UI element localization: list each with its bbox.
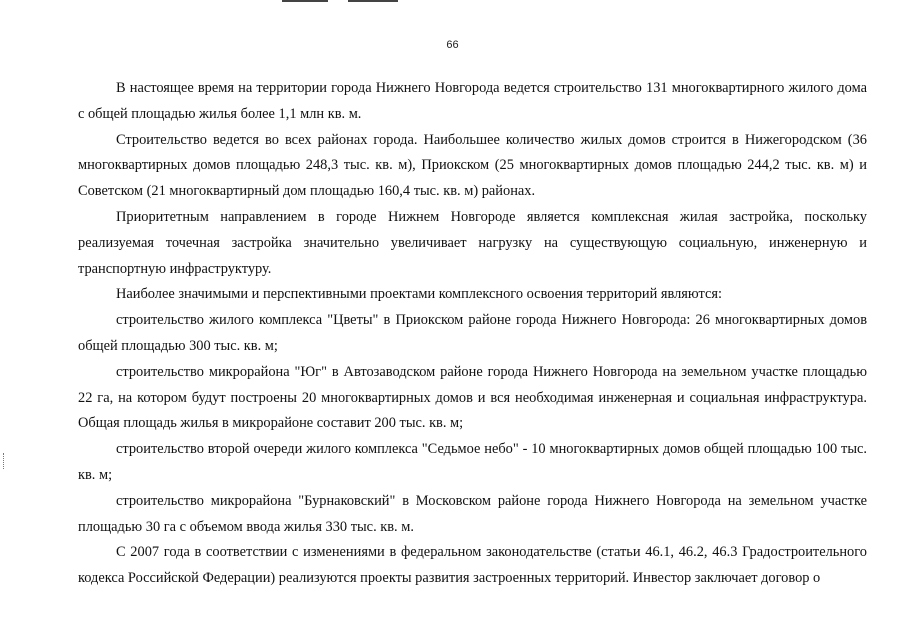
paragraph: В настоящее время на территории города Нижнего Новгорода ведется строительство 131 многоквартирного жилого дома с общей площадью жилья более 1,1 млн кв. м. [78, 80, 867, 122]
list-item: строительство микрорайона "Юг" в Автозаводском районе города Нижнего Новгорода на земельном участке площадью 22 га, на котором будут построены 20 многоквартирных домов и вся необходимая инженерная и социальная инфраструктура. Общая площадь жилья в микрорайоне составит 200 тыс. кв. м; [78, 363, 867, 432]
binding-margin-mark [3, 453, 5, 469]
scan-edge-mark [282, 0, 328, 2]
list-item: строительство второй очереди жилого комплекса "Седьмое небо" - 10 многоквартирных домов общей площадью 100 тыс. кв. м; [78, 441, 867, 483]
paragraph: С 2007 года в соответствии с изменениями в федеральном законодательстве (статьи 46.1, 46.2, 46.3 Градостроительного кодекса Российской Федерации) реализуются проекты развития застроенных территорий. Инвестор заключает договор о [78, 544, 867, 587]
list-item: строительство жилого комплекса "Цветы" в Приокском районе города Нижнего Новгорода: 26 многоквартирных домов общей площадью 300 тыс. кв. м; [78, 312, 867, 354]
paragraph: Наиболее значимыми и перспективными проектами комплексного освоения территорий являются: [116, 286, 722, 303]
page-number: 66 [446, 39, 459, 51]
document-body [78, 76, 867, 592]
paragraph: Строительство ведется во всех районах города. Наибольшее количество жилых домов строится в Нижегородском (36 многоквартирных домов площадью 248,3 тыс. кв. м), Приокском (25 многоквартирных домов площадью 244,2 тыс. кв. м) и Советском (21 многоквартирный дом площадью 160,4 тыс. кв. м) районах. [78, 131, 867, 200]
paragraph: Приоритетным направлением в городе Нижнем Новгороде является комплексная жилая застройка, поскольку реализуемая точечная застройка значительно увеличивает нагрузку на существующую социальную, инженерную и транспортную инфраструктуру. [78, 208, 867, 277]
scan-edge-mark [348, 0, 398, 2]
list-item: строительство микрорайона "Бурнаковский" в Московском районе города Нижнего Новгорода на земельном участке площадью 30 га с объемом ввода жилья 330 тыс. кв. м. [78, 492, 867, 535]
